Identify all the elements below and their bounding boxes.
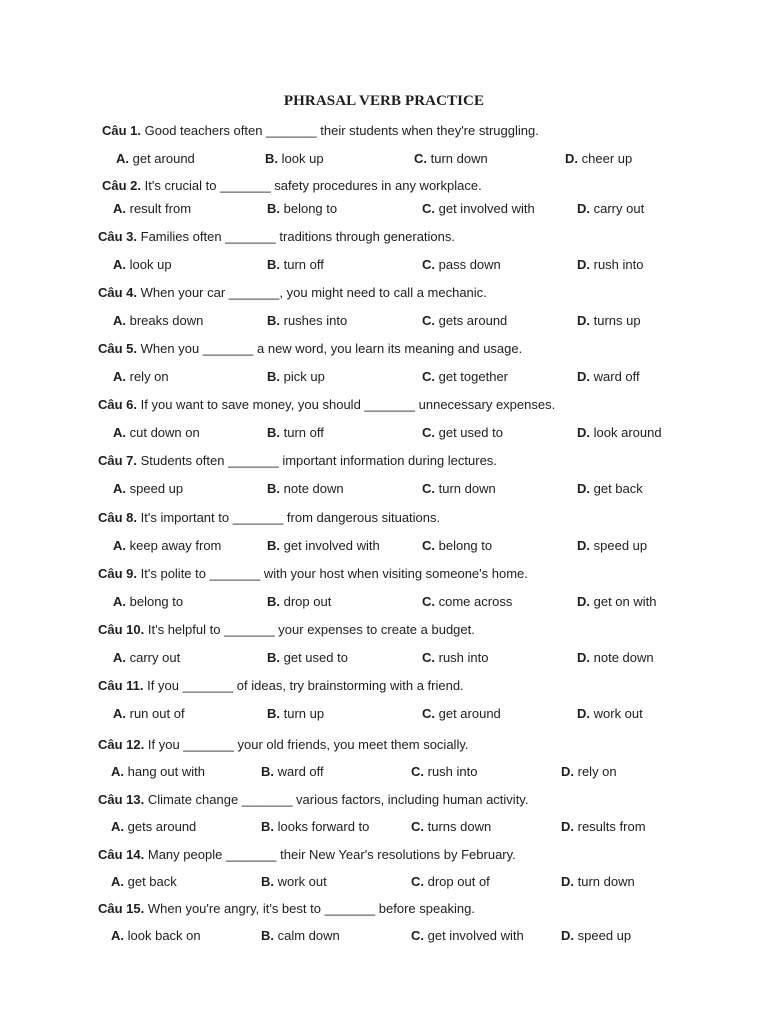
option-letter: B.	[267, 313, 280, 328]
option-text: run out of	[129, 706, 185, 721]
question-text: Students often _______ important information during lectures.	[140, 453, 497, 468]
question-text: It's helpful to _______ your expenses to create a budget.	[147, 622, 475, 637]
option-letter: C.	[422, 369, 435, 384]
option-letter: C.	[411, 819, 424, 834]
option-text: speed up	[129, 481, 184, 496]
question-number: Câu 13.	[98, 792, 145, 807]
option-text: turn up	[283, 706, 325, 721]
option-letter: A.	[113, 201, 126, 216]
option-text: turn off	[283, 257, 324, 272]
option-letter: B.	[267, 481, 280, 496]
question-stem	[98, 737, 468, 753]
option-letter: C.	[422, 594, 435, 609]
option-text: note down	[283, 481, 344, 496]
question-stem	[102, 123, 539, 139]
option-letter: C.	[411, 874, 424, 889]
option-b[interactable]	[261, 928, 340, 944]
option-letter: D.	[577, 706, 590, 721]
option-c[interactable]	[422, 313, 507, 329]
question-stem	[98, 453, 497, 469]
option-text: get involved with	[427, 928, 524, 943]
option-text: rush into	[593, 257, 644, 272]
option-letter: A.	[113, 257, 126, 272]
option-text: drop out of	[427, 874, 490, 889]
option-letter: A.	[113, 425, 126, 440]
option-letter: A.	[111, 764, 124, 779]
option-d[interactable]	[577, 369, 640, 385]
option-text: look up	[129, 257, 172, 272]
question-text: Families often _______ traditions through generations.	[140, 229, 456, 244]
answer-options	[0, 151, 768, 167]
question-number: Câu 3.	[98, 229, 138, 244]
question-number: Câu 7.	[98, 453, 138, 468]
option-letter: D.	[577, 650, 590, 665]
option-letter: C.	[422, 313, 435, 328]
option-text: get on with	[593, 594, 657, 609]
option-letter: B.	[261, 928, 274, 943]
question-text: It's polite to _______ with your host when visiting someone's home.	[140, 566, 528, 581]
option-text: turns up	[593, 313, 641, 328]
question-number: Câu 14.	[98, 847, 145, 862]
question-number: Câu 6.	[98, 397, 138, 412]
option-d[interactable]	[561, 874, 635, 890]
option-d[interactable]	[577, 201, 644, 217]
option-text: turn down	[430, 151, 488, 166]
option-letter: B.	[261, 764, 274, 779]
question-number: Câu 9.	[98, 566, 138, 581]
option-letter: B.	[267, 425, 280, 440]
option-c[interactable]	[422, 650, 489, 666]
option-b[interactable]	[267, 425, 324, 441]
option-b[interactable]	[261, 764, 324, 780]
question-number: Câu 11.	[98, 678, 144, 693]
option-d[interactable]	[561, 928, 631, 944]
option-text: turns down	[427, 819, 492, 834]
option-c[interactable]	[422, 201, 535, 217]
question-text: It's important to _______ from dangerous situations.	[140, 510, 441, 525]
option-c[interactable]	[414, 151, 488, 167]
option-a[interactable]	[111, 764, 205, 780]
question-text: When you're angry, it's best to _______ before speaking.	[147, 901, 475, 916]
option-a[interactable]	[113, 425, 200, 441]
question-number: Câu 12.	[98, 737, 145, 752]
answer-options	[0, 481, 768, 497]
answer-options	[0, 369, 768, 385]
option-a[interactable]	[111, 819, 196, 835]
option-letter: D.	[577, 481, 590, 496]
answer-options	[0, 425, 768, 441]
question-stem	[98, 229, 455, 245]
question-stem	[98, 341, 522, 357]
option-letter: D.	[561, 819, 574, 834]
option-text: get back	[127, 874, 177, 889]
option-text: rush into	[427, 764, 478, 779]
option-text: get used to	[283, 650, 348, 665]
option-letter: C.	[411, 928, 424, 943]
option-d[interactable]	[577, 650, 654, 666]
option-letter: B.	[261, 819, 274, 834]
question-text: It's crucial to _______ safety procedures in any workplace.	[144, 178, 482, 193]
question-text: Many people _______ their New Year's resolutions by February.	[147, 847, 516, 862]
option-a[interactable]	[113, 538, 221, 554]
answer-options	[0, 257, 768, 273]
option-c[interactable]	[422, 538, 492, 554]
option-a[interactable]	[113, 594, 183, 610]
option-letter: D.	[561, 928, 574, 943]
answer-options	[0, 313, 768, 329]
answer-options	[0, 594, 768, 610]
answer-options	[0, 706, 768, 722]
option-text: belong to	[283, 201, 338, 216]
option-a[interactable]	[111, 874, 177, 890]
option-text: work out	[277, 874, 327, 889]
option-letter: B.	[267, 201, 280, 216]
question-stem	[98, 285, 487, 301]
option-text: get together	[438, 369, 509, 384]
question-stem	[98, 847, 516, 863]
option-letter: D.	[577, 201, 590, 216]
option-b[interactable]	[267, 369, 325, 385]
option-letter: A.	[113, 369, 126, 384]
option-text: get around	[132, 151, 195, 166]
option-text: pass down	[438, 257, 501, 272]
option-d[interactable]	[577, 481, 643, 497]
option-b[interactable]	[261, 874, 327, 890]
option-c[interactable]	[411, 874, 490, 890]
option-text: carry out	[593, 201, 645, 216]
question-number: Câu 5.	[98, 341, 138, 356]
option-c[interactable]	[422, 481, 496, 497]
option-letter: C.	[422, 538, 435, 553]
option-text: breaks down	[129, 313, 204, 328]
option-text: pick up	[283, 369, 325, 384]
question-text: When your car _______, you might need to call a mechanic.	[140, 285, 487, 300]
option-b[interactable]	[267, 650, 348, 666]
option-letter: A.	[116, 151, 129, 166]
option-c[interactable]	[422, 706, 501, 722]
option-letter: D.	[577, 369, 590, 384]
option-c[interactable]	[422, 369, 508, 385]
question-stem	[98, 622, 475, 638]
answer-options	[0, 538, 768, 554]
option-letter: A.	[113, 538, 126, 553]
option-text: look up	[281, 151, 324, 166]
option-letter: B.	[267, 650, 280, 665]
option-a[interactable]	[113, 481, 183, 497]
option-b[interactable]	[265, 151, 324, 167]
option-b[interactable]	[267, 257, 324, 273]
option-letter: B.	[267, 594, 280, 609]
option-text: work out	[593, 706, 643, 721]
option-text: drop out	[283, 594, 332, 609]
option-d[interactable]	[565, 151, 632, 167]
option-a[interactable]	[111, 928, 201, 944]
option-c[interactable]	[422, 594, 512, 610]
option-a[interactable]	[113, 706, 185, 722]
option-c[interactable]	[422, 257, 501, 273]
option-letter: D.	[577, 594, 590, 609]
option-letter: B.	[265, 151, 278, 166]
option-text: turn down	[438, 481, 496, 496]
option-letter: C.	[422, 481, 435, 496]
option-letter: D.	[577, 257, 590, 272]
option-letter: A.	[111, 928, 124, 943]
option-a[interactable]	[116, 151, 195, 167]
option-letter: B.	[267, 257, 280, 272]
option-text: speed up	[593, 538, 648, 553]
option-c[interactable]	[411, 819, 491, 835]
option-text: speed up	[577, 928, 632, 943]
question-number: Câu 10.	[98, 622, 145, 637]
answer-options	[0, 764, 768, 780]
option-text: rely on	[577, 764, 617, 779]
option-text: gets around	[438, 313, 508, 328]
option-text: look around	[593, 425, 662, 440]
question-text: If you _______ your old friends, you meet them socially.	[147, 737, 469, 752]
option-letter: C.	[422, 425, 435, 440]
question-stem	[98, 397, 555, 413]
option-text: get involved with	[283, 538, 380, 553]
option-letter: D.	[577, 313, 590, 328]
option-letter: B.	[267, 538, 280, 553]
option-letter: B.	[261, 874, 274, 889]
option-b[interactable]	[267, 538, 380, 554]
option-a[interactable]	[113, 313, 203, 329]
option-text: rely on	[129, 369, 169, 384]
question-text: If you _______ of ideas, try brainstorming with a friend.	[147, 678, 464, 693]
option-letter: C.	[422, 650, 435, 665]
option-b[interactable]	[267, 706, 324, 722]
question-text: When you _______ a new word, you learn its meaning and usage.	[140, 341, 523, 356]
question-text: Climate change _______ various factors, including human activity.	[147, 792, 529, 807]
option-text: turn down	[577, 874, 635, 889]
option-b[interactable]	[267, 594, 331, 610]
option-text: look back on	[127, 928, 201, 943]
option-text: calm down	[277, 928, 340, 943]
option-letter: A.	[111, 874, 124, 889]
option-letter: C.	[414, 151, 427, 166]
option-letter: C.	[411, 764, 424, 779]
option-text: results from	[577, 819, 646, 834]
option-d[interactable]	[577, 257, 644, 273]
option-letter: D.	[577, 425, 590, 440]
option-text: come across	[438, 594, 513, 609]
question-stem	[98, 510, 440, 526]
option-d[interactable]	[561, 819, 646, 835]
option-d[interactable]	[577, 706, 643, 722]
option-letter: A.	[113, 706, 126, 721]
option-text: get around	[438, 706, 501, 721]
option-text: hang out with	[127, 764, 205, 779]
option-d[interactable]	[577, 313, 641, 329]
option-text: cheer up	[581, 151, 633, 166]
option-a[interactable]	[113, 369, 169, 385]
option-b[interactable]	[261, 819, 369, 835]
option-letter: A.	[113, 313, 126, 328]
option-d[interactable]	[577, 538, 647, 554]
option-letter: D.	[577, 538, 590, 553]
option-text: gets around	[127, 819, 197, 834]
option-letter: A.	[111, 819, 124, 834]
option-text: ward off	[277, 764, 324, 779]
option-text: belong to	[129, 594, 184, 609]
option-text: looks forward to	[277, 819, 370, 834]
question-number: Câu 1.	[102, 123, 142, 138]
question-number: Câu 2.	[102, 178, 142, 193]
option-letter: B.	[267, 369, 280, 384]
option-c[interactable]	[411, 764, 478, 780]
option-letter: A.	[113, 650, 126, 665]
option-letter: C.	[422, 257, 435, 272]
option-text: rushes into	[283, 313, 348, 328]
option-d[interactable]	[577, 425, 662, 441]
option-text: get back	[593, 481, 643, 496]
question-text: If you want to save money, you should _______ unnecessary expenses.	[140, 397, 556, 412]
option-letter: B.	[267, 706, 280, 721]
option-letter: D.	[561, 874, 574, 889]
option-text: ward off	[593, 369, 640, 384]
answer-options	[0, 650, 768, 666]
page-title: PHRASAL VERB PRACTICE	[283, 93, 485, 109]
option-d[interactable]	[561, 764, 617, 780]
option-text: turn off	[283, 425, 324, 440]
option-text: result from	[129, 201, 192, 216]
question-text: Good teachers often _______ their students when they're struggling.	[144, 123, 539, 138]
option-d[interactable]	[577, 594, 657, 610]
answer-options	[0, 819, 768, 835]
answer-options	[0, 201, 768, 217]
option-letter: A.	[113, 594, 126, 609]
question-stem	[98, 566, 528, 582]
option-a[interactable]	[113, 650, 180, 666]
option-letter: D.	[565, 151, 578, 166]
question-stem	[98, 792, 528, 808]
option-a[interactable]	[113, 257, 172, 273]
option-b[interactable]	[267, 201, 337, 217]
option-c[interactable]	[422, 425, 503, 441]
option-text: keep away from	[129, 538, 222, 553]
answer-options	[0, 928, 768, 944]
option-letter: A.	[113, 481, 126, 496]
option-letter: D.	[561, 764, 574, 779]
option-text: get used to	[438, 425, 503, 440]
option-text: get involved with	[438, 201, 535, 216]
question-number: Câu 4.	[98, 285, 138, 300]
option-text: note down	[593, 650, 654, 665]
option-letter: C.	[422, 201, 435, 216]
answer-options	[0, 874, 768, 890]
option-text: belong to	[438, 538, 493, 553]
option-text: carry out	[129, 650, 181, 665]
option-c[interactable]	[411, 928, 524, 944]
option-b[interactable]	[267, 313, 347, 329]
option-text: cut down on	[129, 425, 200, 440]
question-number: Câu 8.	[98, 510, 138, 525]
option-b[interactable]	[267, 481, 344, 497]
option-text: rush into	[438, 650, 489, 665]
option-a[interactable]	[113, 201, 191, 217]
question-number: Câu 15.	[98, 901, 145, 916]
question-stem	[98, 901, 475, 917]
question-stem	[98, 678, 464, 694]
option-letter: C.	[422, 706, 435, 721]
question-stem	[102, 178, 482, 194]
